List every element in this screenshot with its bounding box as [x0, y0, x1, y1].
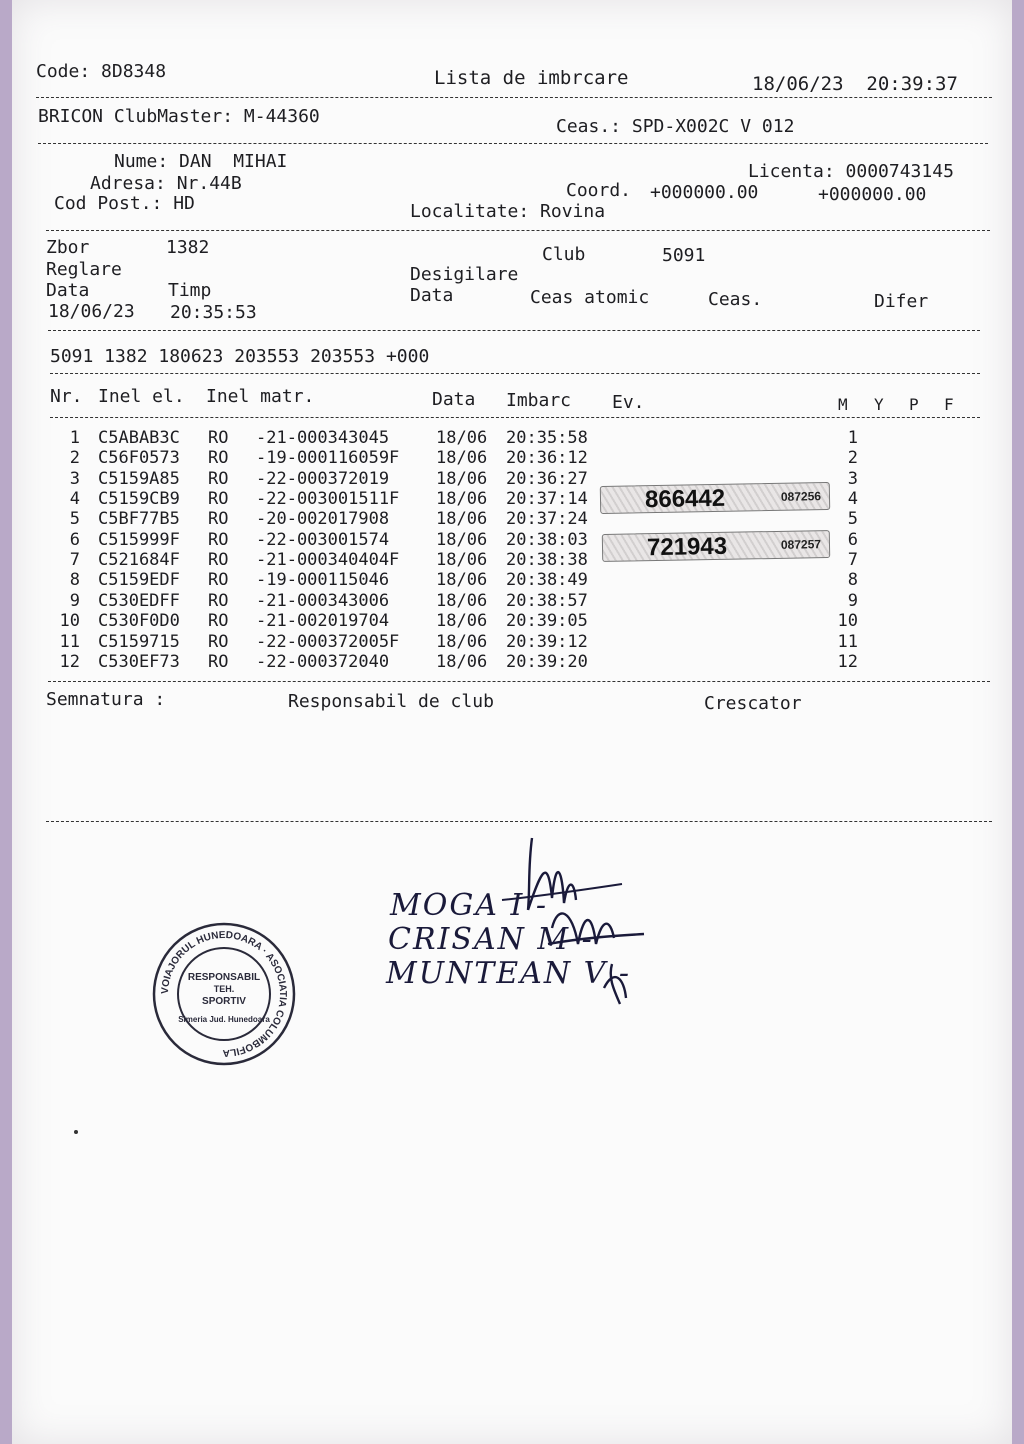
cell-date: 18/06: [436, 631, 488, 652]
cell-m: 8: [847, 570, 858, 591]
flight-date: 18/06/23: [48, 301, 135, 322]
col-inel-matr: Inel matr.: [206, 386, 315, 407]
cell-ro: RO: [208, 631, 229, 652]
stamp-bottom-text: Simeria Jud. Hunedoara: [178, 1015, 270, 1024]
divider: [50, 373, 980, 374]
crescator-label: Crescator: [704, 693, 802, 714]
col-nr: Nr.: [50, 386, 83, 407]
divider: [38, 143, 988, 144]
paper-speck: [74, 1130, 78, 1134]
cell-nr: 2: [69, 448, 80, 469]
cell-ro: RO: [208, 428, 229, 448]
sticker-serial: 087256: [780, 489, 822, 504]
cell-matr: -21-002019704: [256, 611, 390, 632]
cell-matr: -19-000115046: [256, 570, 390, 591]
cell-date: 18/06: [436, 468, 488, 489]
col-ev: Ev.: [612, 392, 645, 413]
cell-ro: RO: [208, 509, 229, 530]
ceas-label: Ceas.: [708, 289, 763, 310]
cell-ro: RO: [208, 590, 229, 611]
cell-m: 10: [837, 611, 858, 632]
divider: [50, 417, 980, 418]
col-y: Y: [874, 395, 884, 414]
responsabil-label: Responsabil de club: [288, 691, 494, 712]
cell-date: 18/06: [436, 509, 488, 530]
cell-el: C521684F: [98, 550, 180, 571]
zbor-value: 1382: [166, 237, 210, 258]
cell-ro: RO: [208, 468, 229, 489]
timp-label: Timp: [168, 280, 212, 301]
cell-nr: 3: [69, 468, 80, 489]
cell-ro: RO: [208, 448, 229, 469]
stamp-ring-text: VOIAJORUL HUNEDOARA · ASOCIATIA COLUMBOFILA: [159, 929, 289, 1059]
print-datetime: 18/06/23 20:39:37: [752, 73, 958, 95]
signature-scribbles: [492, 828, 652, 1008]
sticker-label-2: [602, 530, 830, 562]
cell-date: 18/06: [436, 448, 488, 469]
col-p: P: [909, 395, 919, 414]
cell-m: 3: [847, 468, 858, 489]
cell-el: C515999F: [98, 529, 180, 550]
cell-el: C5159EDF: [98, 570, 180, 591]
desigilare-label: Desigilare: [410, 264, 519, 285]
col-m: M: [838, 395, 848, 414]
cell-time: 20:39:05: [506, 611, 588, 632]
clock-label: Ceas.: SPD-X002C V 012: [556, 116, 795, 137]
club-stamp: [152, 922, 296, 1066]
cell-time: 20:38:03: [506, 529, 588, 550]
cell-matr: -22-003001511F: [256, 489, 400, 510]
reglare-label: Reglare: [46, 259, 122, 280]
divider: [36, 97, 992, 98]
cell-nr: 9: [69, 590, 80, 611]
cell-date: 18/06: [436, 529, 488, 550]
cell-ro: RO: [208, 651, 229, 672]
cell-matr: -20-002017908: [256, 509, 390, 530]
cell-matr: -22-000372005F: [256, 631, 400, 652]
cell-nr: 8: [69, 570, 80, 591]
cell-el: C5BF77B5: [98, 509, 180, 530]
cell-el: C530F0D0: [98, 611, 180, 632]
cell-ro: RO: [208, 550, 229, 571]
cell-ro: RO: [208, 529, 229, 550]
cell-m: 2: [847, 448, 858, 469]
difer-label: Difer: [874, 291, 929, 312]
cell-date: 18/06: [436, 611, 488, 632]
cell-time: 20:36:27: [506, 468, 588, 489]
cell-el: C5159715: [98, 631, 180, 652]
cell-m: 12: [837, 651, 858, 672]
flight-time: 20:35:53: [170, 302, 257, 323]
cell-matr: -22-003001574: [256, 529, 390, 550]
cell-el: C5159CB9: [98, 489, 180, 510]
col-inel-el: Inel el.: [98, 386, 185, 407]
cell-m: 5: [847, 509, 858, 530]
cell-time: 20:38:38: [506, 550, 588, 571]
data2-label: Data: [410, 285, 454, 306]
stamp-center-2: TEH.: [213, 984, 235, 994]
cell-matr: -22-000372019: [256, 468, 390, 489]
cell-el: C56F0573: [98, 448, 180, 469]
handwritten-name-3: MUNTEAN V -: [386, 956, 631, 991]
cell-ro: RO: [208, 489, 229, 510]
handwritten-name-2: CRISAN M -: [388, 922, 594, 957]
cell-nr: 7: [69, 550, 80, 571]
cell-nr: 4: [69, 489, 80, 510]
divider: [48, 681, 990, 682]
coord-y: +000000.00: [818, 184, 927, 205]
cell-ro: RO: [208, 570, 229, 591]
owner-name: Nume: DAN MIHAI: [114, 151, 288, 172]
cell-el: C5ABAB3C: [98, 428, 180, 448]
col-data: Data: [432, 389, 476, 410]
postal-code: Cod Post.: HD: [54, 193, 195, 214]
cell-m: 7: [847, 550, 858, 571]
cell-nr: 6: [69, 529, 80, 550]
coord-x: +000000.00: [650, 182, 759, 203]
coord-label: Coord.: [566, 180, 632, 201]
cell-date: 18/06: [436, 428, 488, 448]
sticker-serial: 087257: [780, 537, 822, 552]
cell-m: 1: [847, 428, 858, 448]
sticker-code: 721943: [646, 532, 728, 562]
cell-time: 20:39:20: [506, 651, 588, 672]
cell-time: 20:38:49: [506, 570, 588, 591]
cell-date: 18/06: [436, 651, 488, 672]
cell-date: 18/06: [436, 550, 488, 571]
cell-time: 20:35:58: [506, 428, 588, 448]
cell-time: 20:38:57: [506, 590, 588, 611]
club-label: Club: [542, 244, 586, 265]
divider: [46, 821, 992, 822]
cell-date: 18/06: [436, 590, 488, 611]
cell-date: 18/06: [436, 489, 488, 510]
device-label: BRICON ClubMaster: M-44360: [38, 106, 320, 127]
stamp-center-1: RESPONSABIL: [187, 972, 261, 983]
cell-nr: 10: [59, 611, 80, 632]
cell-el: C5159A85: [98, 468, 180, 489]
cell-time: 20:39:12: [506, 631, 588, 652]
zbor-label: Zbor: [46, 237, 90, 258]
col-f: F: [944, 395, 954, 414]
cell-matr: -22-000372040: [256, 651, 390, 672]
cell-m: 9: [847, 590, 858, 611]
cell-nr: 5: [69, 509, 80, 530]
cell-matr: -21-000343006: [256, 590, 390, 611]
club-value: 5091: [662, 245, 706, 266]
cell-el: C530EDFF: [98, 590, 180, 611]
code-label: Code: 8D8348: [36, 61, 167, 82]
cell-matr: -21-000340404F: [256, 550, 400, 571]
divider: [46, 230, 990, 231]
divider: [48, 330, 980, 331]
cell-m: 4: [847, 489, 858, 510]
ceas-atomic-label: Ceas atomic: [530, 287, 650, 308]
license-number: Licenta: 0000743145: [748, 161, 954, 182]
semnatura-label: Semnatura :: [46, 689, 166, 710]
cell-nr: 11: [59, 631, 80, 652]
cell-m: 11: [837, 631, 858, 652]
cell-el: C530EF73: [98, 651, 180, 672]
data-label: Data: [46, 280, 90, 301]
stamp-center-3: SPORTIV: [202, 996, 246, 1007]
cell-nr: 1: [69, 428, 80, 448]
sticker-label-1: [600, 482, 830, 514]
document-title: Lista de imbrcare: [434, 67, 629, 89]
cell-matr: -19-000116059F: [256, 448, 400, 469]
cell-m: 6: [847, 529, 858, 550]
summary-line: 5091 1382 180623 203553 203553 +000: [50, 346, 430, 367]
sticker-code: 866442: [644, 484, 726, 514]
printed-sheet: [12, 0, 1012, 1444]
locality: Localitate: Rovina: [410, 201, 606, 222]
cell-time: 20:36:12: [506, 448, 588, 469]
owner-address: Adresa: Nr.44B: [90, 173, 242, 194]
handwritten-name-1: MOGA I -: [390, 888, 549, 923]
cell-nr: 12: [59, 651, 80, 672]
cell-matr: -21-000343045: [256, 428, 390, 448]
cell-ro: RO: [208, 611, 229, 632]
cell-time: 20:37:24: [506, 509, 588, 530]
cell-time: 20:37:14: [506, 489, 588, 510]
col-imbarc: Imbarc: [506, 390, 572, 411]
cell-date: 18/06: [436, 570, 488, 591]
